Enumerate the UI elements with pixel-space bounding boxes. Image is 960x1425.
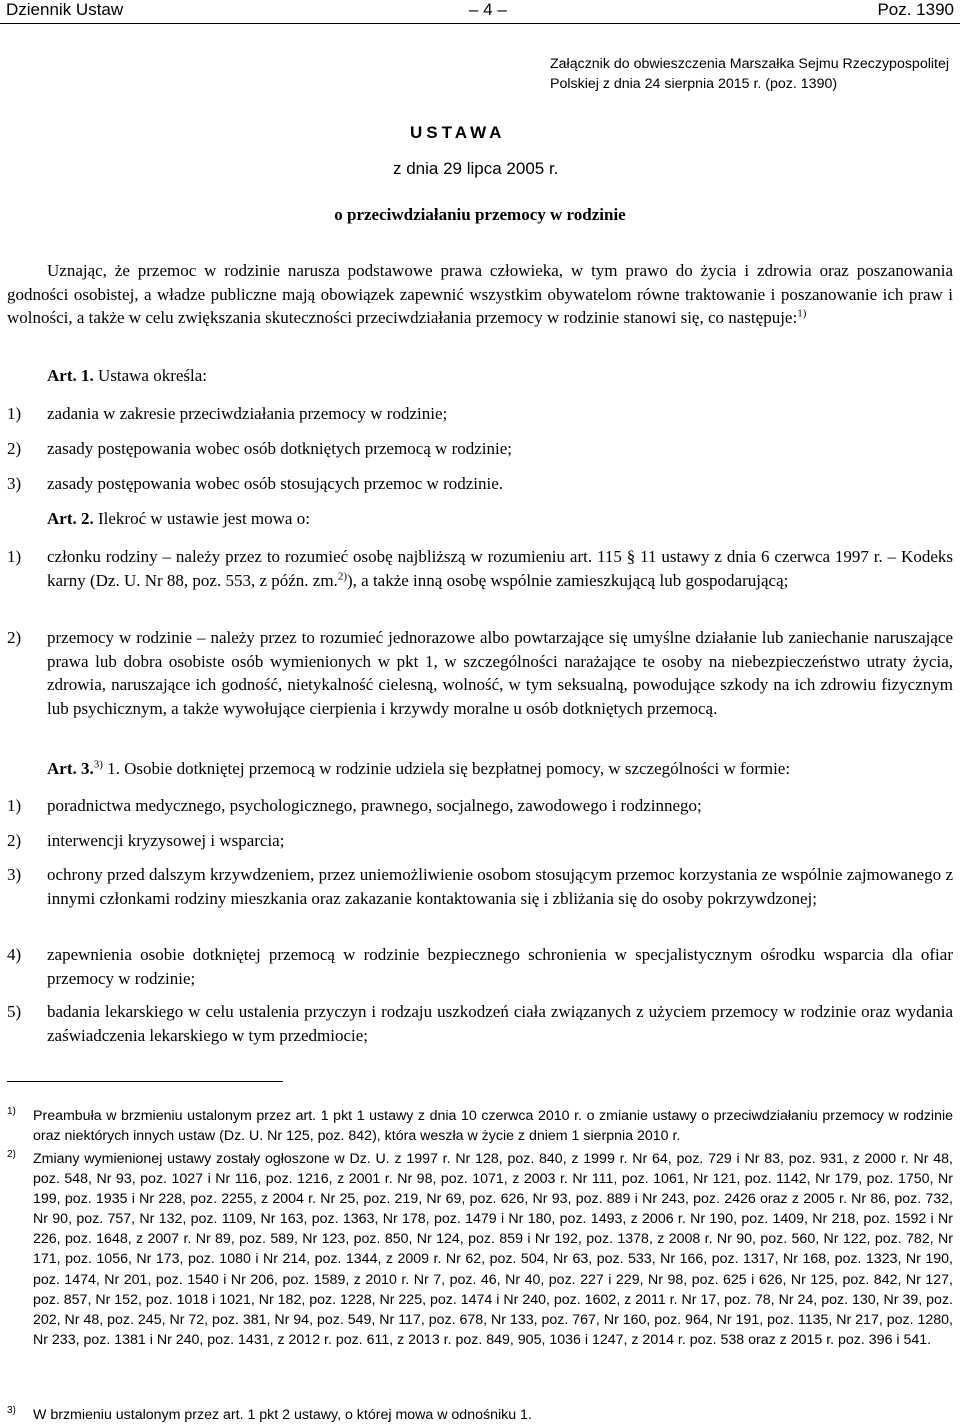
footnote-ref: 1): [797, 307, 807, 320]
item-number: 1): [7, 404, 22, 423]
footnote-text: Preambuła w brzmieniu ustalonym przez art. 1 pkt 1 ustawy z dnia 10 czerwca 2010 r. o zmianie ustawy o przeciwdziałaniu przemocy w rodzinie oraz niektórych innych ustaw (Dz. U. Nr 125, poz. 842), która weszła w życie z dniem 1 sierpnia 2010 r.: [33, 1108, 953, 1145]
page-header: [6, 0, 954, 22]
item-text: przemocy w rodzinie – należy przez to rozumieć jednorazowe albo powtarzające się umyślne działanie lub zaniechanie naruszające prawa lub dobra osobiste osób wymienionych w pkt 1, w szczególności narażające te osoby na niebezpieczeństwo utraty życia, zdrowia, naruszające ich godność, nietykalność cielesną, wolność, w tym seksualną, powodujące szkody na ich zdrowiu fizycznym lub psychicznym, a także wywołujące cierpienia i krzywdy moralne u osób dotkniętych przemocą.: [47, 628, 953, 718]
article-label: Art. 2.: [47, 509, 94, 528]
item-text: zapewnienia osobie dotkniętej przemocą w rodzinie bezpiecznego schronienia w specjalistycznym ośrodku wsparcia dla ofiar przemocy w rodzinie;: [47, 945, 953, 988]
list-item: [7, 402, 953, 426]
article-label: Art. 3.: [47, 759, 94, 778]
item-text: interwencji kryzysowej i wsparcia;: [47, 831, 285, 850]
footnote-text: W brzmieniu ustalonym przez art. 1 pkt 2 ustawy, o której mowa w odnośniku 1.: [33, 1407, 532, 1423]
list-item: [7, 943, 953, 990]
footnote-ref: 3): [93, 758, 103, 771]
article-3-heading: [47, 759, 790, 779]
item-number: 3): [7, 474, 22, 493]
list-item: [7, 794, 953, 818]
header-rule: [0, 23, 960, 24]
item-number: 2): [7, 628, 22, 647]
annex-note: Załącznik do obwieszczenia Marszałka Sejmu Rzeczypospolitej Polskiej z dnia 24 sierpnia 2015 r. (poz. 1390): [550, 56, 949, 92]
list-item: [7, 437, 953, 461]
footnote: [7, 1405, 953, 1425]
item-number: 3): [7, 865, 22, 884]
act-date: z dnia 29 lipca 2005 r.: [393, 159, 559, 178]
item-number: 1): [7, 547, 22, 566]
act-type: USTAWA: [410, 123, 506, 142]
footnote: [7, 1149, 953, 1350]
article-intro: 1. Osobie dotkniętej przemocą w rodzinie udziela się bezpłatnej pomocy, w szczególności w formie:: [102, 759, 791, 778]
item-text-part: członku rodziny – należy przez to rozumieć osobę najbliższą w rozumieniu art. 115 § 11 ustawy z dnia 6 czerwca 1997 r. – Kodeks karny (Dz. U. Nr 88, poz. 553, z późn. zm.: [47, 547, 953, 590]
item-text-part: ), a także inną osobę wspólnie zamieszkującą lub gospodarującą;: [346, 570, 789, 590]
item-text: zadania w zakresie przeciwdziałania przemocy w rodzinie;: [47, 404, 448, 423]
position-number: Poz. 1390: [877, 0, 954, 19]
item-number: 5): [7, 1002, 22, 1021]
article-2-heading: [47, 509, 310, 529]
item-number: 1): [7, 796, 22, 815]
item-text: badania lekarskiego w celu ustalenia przyczyn i rodzaju uszkodzeń ciała związanych z użyciem przemocy w rodzinie oraz wydania zaświadczenia lekarskiego w tym przedmiocie;: [47, 1002, 953, 1045]
preamble-text: Uznając, że przemoc w rodzinie narusza podstawowe prawa człowieka, w tym prawo do życia i zdrowia oraz poszanowania godności osobistej, a władze publiczne mają obowiązek zapewnić wszystkim obywatelom równe traktowanie i poszanowanie ich praw i wolności, a także w celu zwiększania skuteczności przeciwdziałania przemocy w rodzinie stanowi się, co następuje:: [7, 261, 953, 327]
footnote: [7, 1106, 953, 1146]
article-intro: Ustawa określa:: [93, 366, 208, 385]
article-label: Art. 1.: [47, 366, 94, 385]
item-text: zasady postępowania wobec osób dotkniętych przemocą w rodzinie;: [47, 439, 512, 458]
footnote-text: Zmiany wymienionej ustawy zostały ogłoszone w Dz. U. z 1997 r. Nr 128, poz. 840, z 1999 r. Nr 64, poz. 729 i Nr 83, poz. 931, z 2000 r. Nr 48, poz. 548, Nr 93, poz. 1027 i Nr 116, poz. 1216, z 2001 r. Nr 98, poz. 1071, z 2003 r. Nr 111, poz. 1061, Nr 121, poz. 1142, Nr 179, poz. 1750, Nr 199, poz. 1935 i Nr 228, poz. 2255, z 2004 r. Nr 25, poz. 219, Nr 69, poz. 626, Nr 93, poz. 889 i Nr 243, poz. 2426 oraz z 2005 r. Nr 86, poz. 732, Nr 90, poz. 757, Nr 132, poz. 1109, Nr 163, poz. 1363, Nr 178, poz. 1479 i Nr 180, poz. 1493, z 2006 r. Nr 190, poz. 1409, Nr 218, poz. 1592 i Nr 226, poz. 1648, z 2007 r. Nr 89, poz. 589, Nr 123, poz. 850, Nr 124, poz. 859 i Nr 192, poz. 1378, z 2008 r. Nr 90, poz. 560, Nr 122, poz. 782, Nr 171, poz. 1056, Nr 173, poz. 1080 i Nr 214, poz. 1344, z 2009 r. Nr 62, poz. 504, Nr 63, poz. 533, Nr 166, poz. 1317, Nr 168, poz. 1323, Nr 190, poz. 1474, Nr 201, poz. 1540 i Nr 206, poz. 1589, z 2010 r. Nr 7, poz. 46, Nr 40, poz. 227 i 229, Nr 98, poz. 625 i 626, Nr 125, poz. 842, Nr 127, poz. 857, Nr 152, poz. 1018 i 1021, Nr 182, poz. 1228, Nr 225, poz. 1474 i Nr 240, poz. 1602, z 2011 r. Nr 17, poz. 78, Nr 24, poz. 130, Nr 39, poz. 202, Nr 48, poz. 245, Nr 72, poz. 381, Nr 94, poz. 549, Nr 117, poz. 678, Nr 133, poz. 767, Nr 160, poz. 964, Nr 191, poz. 1135, Nr 217, poz. 1280, Nr 233, poz. 1381 i Nr 240, poz. 1431, z 2012 r. poz. 611, z 2013 r. poz. 849, 905, 1036 i 1247, z 2014 r. poz. 538 oraz z 2015 r. poz. 396 i 541.: [33, 1151, 953, 1348]
list-item: [7, 863, 953, 910]
footnote-mark: 3): [7, 1405, 16, 1416]
item-text: [47, 545, 953, 592]
item-number: 4): [7, 945, 22, 964]
article-1-heading: [47, 366, 207, 386]
list-item: [7, 545, 953, 592]
page-number: – 4 –: [469, 0, 507, 19]
list-item: [7, 626, 953, 720]
footnote-ref: 2): [337, 569, 347, 582]
item-number: 2): [7, 439, 22, 458]
item-text: ochrony przed dalszym krzywdzeniem, przez uniemożliwienie osobom stosującym przemoc korzystania ze wspólnie zajmowanego z innymi członkami rodziny mieszkania oraz zakazanie kontaktowania się i zbliżania się do osoby pokrzywdzonej;: [47, 865, 953, 908]
preamble: [7, 259, 953, 330]
list-item: [7, 1000, 953, 1047]
footnote-mark: 1): [7, 1106, 16, 1117]
footnote-separator: [7, 1081, 283, 1082]
item-text: zasady postępowania wobec osób stosujących przemoc w rodzinie.: [47, 474, 504, 493]
list-item: [7, 472, 953, 496]
item-text: poradnictwa medycznego, psychologicznego, prawnego, socjalnego, zawodowego i rodzinnego;: [47, 796, 702, 815]
footnote-mark: 2): [7, 1149, 16, 1160]
article-intro: Ilekroć w ustawie jest mowa o:: [93, 509, 310, 528]
publication-name: Dziennik Ustaw: [6, 0, 124, 19]
act-title: o przeciwdziałaniu przemocy w rodzinie: [334, 205, 626, 224]
list-item: [7, 829, 953, 853]
item-number: 2): [7, 831, 22, 850]
